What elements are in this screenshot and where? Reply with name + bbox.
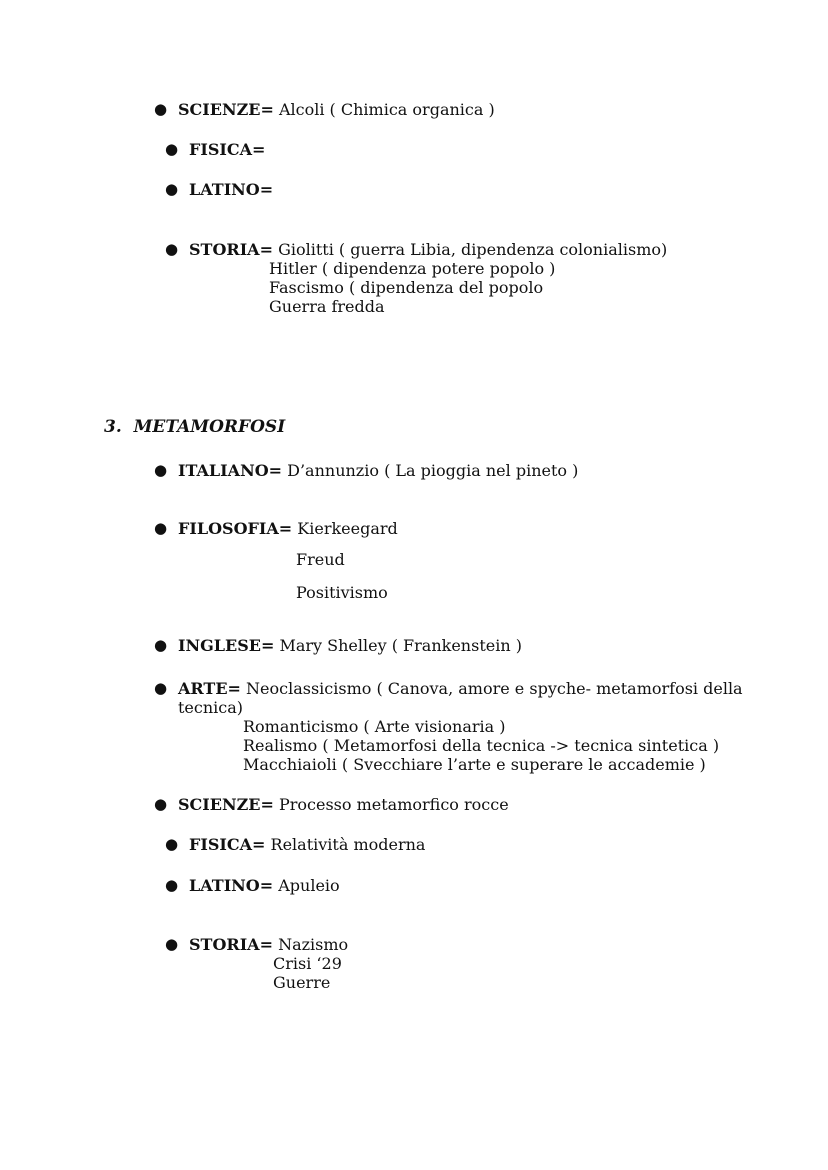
subject-value: Giolitti ( guerra Libia, dipendenza colonialismo): [273, 240, 668, 259]
subject-label: LATINO=: [189, 180, 274, 199]
subject-label: ARTE=: [178, 679, 241, 698]
list-item-scienze: [178, 795, 509, 814]
list-item-latino: [189, 876, 340, 895]
list-item-italiano: [178, 461, 578, 480]
sub-item: Guerre: [273, 973, 331, 992]
section-title: METAMORFOSI: [133, 417, 286, 437]
sub-item: Hitler ( dipendenza potere popolo ): [269, 259, 556, 278]
subject-label: FILOSOFIA=: [178, 519, 293, 538]
subject-value: Mary Shelley ( Frankenstein ): [274, 636, 522, 655]
wrapped-text: tecnica): [178, 698, 244, 717]
subject-value: Processo metamorfico rocce: [273, 795, 509, 814]
bullet-icon: ●: [165, 835, 179, 853]
list-item-filosofia: [178, 519, 398, 538]
subject-label: ITALIANO=: [178, 461, 283, 480]
bullet-icon: ●: [165, 180, 179, 198]
bullet-icon: ●: [165, 876, 179, 894]
bullet-icon: ●: [154, 636, 168, 654]
bullet-icon: ●: [154, 519, 168, 537]
bullet-icon: ●: [154, 679, 168, 697]
subject-label: LATINO=: [189, 876, 274, 895]
sub-item: Guerra fredda: [269, 297, 385, 316]
bullet-icon: ●: [154, 100, 168, 118]
list-item-latino: [189, 180, 273, 199]
list-item-inglese: [178, 636, 522, 655]
list-item-storia: [189, 240, 667, 259]
subject-label: SCIENZE=: [178, 100, 274, 119]
sub-item: Macchiaioli ( Svecchiare l’arte e superare le accademie ): [243, 755, 706, 774]
subject-value: Nazismo: [273, 935, 349, 954]
subject-label: SCIENZE=: [178, 795, 274, 814]
bullet-icon: ●: [154, 461, 168, 479]
subject-value: Relatività moderna: [265, 835, 426, 854]
sub-item: Freud: [296, 550, 345, 569]
list-item-fisica: [189, 140, 265, 159]
sub-item: Romanticismo ( Arte visionaria ): [243, 717, 506, 736]
subject-label: FISICA=: [189, 140, 266, 159]
list-item-fisica: [189, 835, 425, 854]
subject-label: FISICA=: [189, 835, 266, 854]
sub-item: Crisi ‘29: [273, 954, 342, 973]
subject-value: Apuleio: [273, 876, 340, 895]
subject-label: STORIA=: [189, 935, 273, 954]
list-item-scienze: [178, 100, 495, 119]
bullet-icon: ●: [165, 935, 179, 953]
subject-value: Alcoli ( Chimica organica ): [273, 100, 495, 119]
list-item-storia: [189, 935, 348, 954]
list-item-arte: [178, 679, 743, 698]
sub-item: Fascismo ( dipendenza del popolo: [269, 278, 544, 297]
sub-item: Positivismo: [296, 583, 388, 602]
bullet-icon: ●: [165, 140, 179, 158]
subject-label: STORIA=: [189, 240, 273, 259]
sub-item: Realismo ( Metamorfosi della tecnica -> tecnica sintetica ): [243, 736, 720, 755]
section-number: 3.: [104, 417, 122, 437]
bullet-icon: ●: [165, 240, 179, 258]
section-heading: [104, 418, 285, 437]
subject-value: Kierkeegard: [292, 519, 398, 538]
subject-value: Neoclassicismo ( Canova, amore e spyche- metamorfosi della: [240, 679, 743, 698]
bullet-icon: ●: [154, 795, 168, 813]
subject-value: D’annunzio ( La pioggia nel pineto ): [282, 461, 579, 480]
subject-label: INGLESE=: [178, 636, 275, 655]
